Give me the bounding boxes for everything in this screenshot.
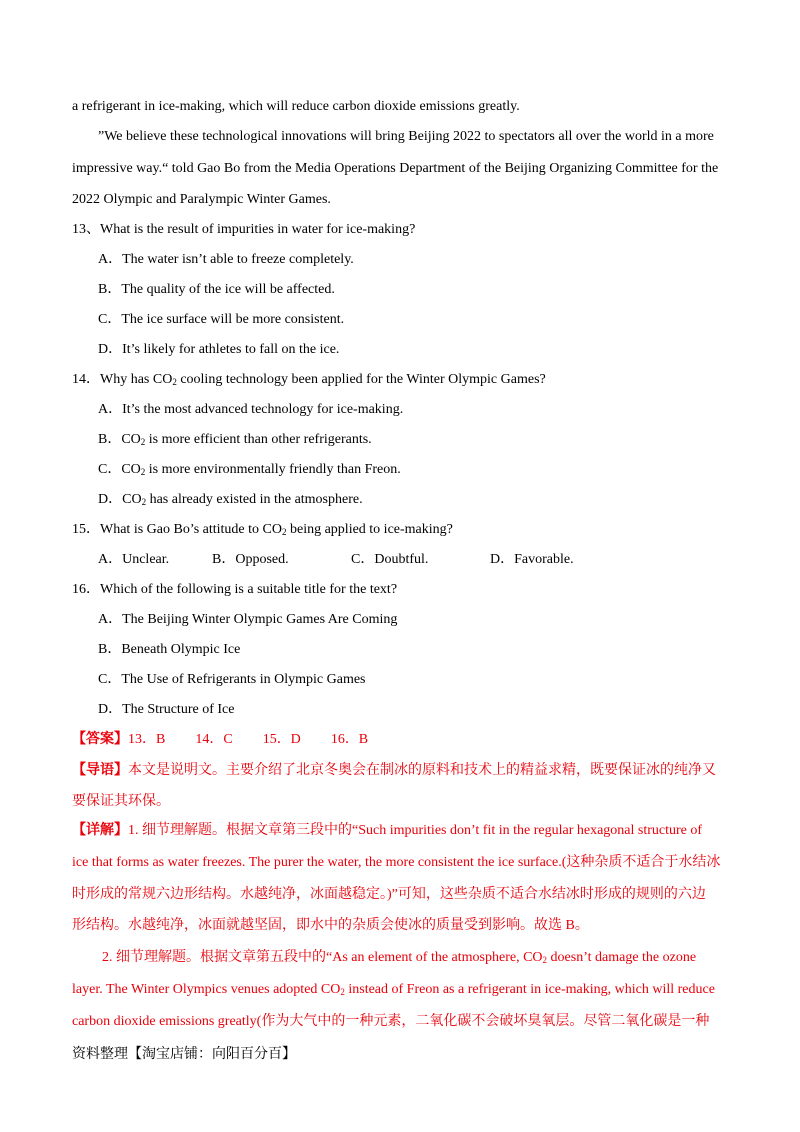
question-14-option-c: C．$CO_2$ is more environmentally friendly than Freon. (98, 462, 401, 477)
question-13-option-b: B．The quality of the ice will be affected. (98, 282, 335, 297)
detail-line-2: ice that forms as water freezes. The purer the water, the more consistent the ice surface.(这种杂质不适合于水结冰 (72, 855, 721, 870)
question-16-option-c: C．The Use of Refrigerants in Olympic Games (98, 672, 366, 687)
question-16-option-a: A．The Beijing Winter Olympic Games Are Coming (98, 612, 398, 627)
detail-line-4: 形结构。水越纯净，冰面就越坚固，即水中的杂质会使冰的质量受到影响。故选 B。 (72, 918, 589, 933)
guide-line-2: 要保证其环保。 (72, 794, 170, 809)
answer-14: 14．C (195, 732, 233, 747)
detail-line-3: 时形成的常规六边形结构。水越纯净，冰面越稳定。)”可知，这些杂质不适合水结冰时形成的规则的六边 (72, 887, 706, 902)
question-14-option-a: A．It’s the most advanced technology for ice-making. (98, 402, 404, 417)
question-13-option-a: A．The water isn’t able to freeze completely. (98, 252, 354, 267)
question-15-stem: 15．What is Gao Bo’s attitude to $CO_2$ being applied to ice-making? (72, 522, 453, 537)
detail-p2-line-1: 2. 细节理解题。根据文章第五段中的“As an element of the atmosphere, $CO_2$ doesn’t damage the ozone (102, 950, 697, 965)
footer-note: 资料整理【淘宝店铺：向阳百分百】 (72, 1047, 296, 1062)
answer-13: 13．B (128, 732, 166, 747)
answer-16: 16．B (330, 732, 369, 747)
answer-15: 15．D (262, 732, 301, 747)
question-16-option-d: D．The Structure of Ice (98, 702, 235, 717)
question-14-option-b: B．$CO_2$ is more efficient than other refrigerants. (98, 432, 372, 447)
question-13-stem: 13、What is the result of impurities in water for ice-making? (72, 222, 416, 237)
answer-line (72, 731, 368, 749)
guide-line-1: 【导语】本文是说明文。主要介绍了北京冬奥会在制冰的原料和技术上的精益求精，既要保证冰的纯净又 (72, 763, 716, 778)
question-13-option-d: D．It’s likely for athletes to fall on the ice. (98, 342, 340, 357)
question-15-option-d: D．Favorable. (490, 552, 574, 567)
detail-p2-line-2: layer. The Winter Olympics venues adopted $CO_2$ instead of Freon as a refrigerant in ice-making, which will reduce (72, 982, 715, 997)
question-14-stem: 14．Why has $CO_2$ cooling technology been applied for the Winter Olympic Games? (72, 372, 546, 387)
question-15-option-b: B．Opposed. (212, 552, 289, 567)
passage-line-2: ”We believe these technological innovations will bring Beijing 2022 to spectators all over the world in a more (98, 129, 714, 144)
passage-line-4: 2022 Olympic and Paralympic Winter Games. (72, 192, 331, 207)
question-16-option-b: B．Beneath Olympic Ice (98, 642, 241, 657)
question-14-option-d: D．$CO_2$ has already existed in the atmosphere. (98, 492, 363, 507)
detail-line-1: 【详解】1. 细节理解题。根据文章第三段中的“Such impurities don’t fit in the regular hexagonal structure of (72, 823, 703, 838)
question-13-option-c: C．The ice surface will be more consistent. (98, 312, 345, 327)
answer-label: 【答案】 (72, 732, 128, 747)
question-15-option-c: C．Doubtful. (351, 552, 429, 567)
question-16-stem: 16．Which of the following is a suitable title for the text? (72, 582, 398, 597)
passage-line-3: impressive way.“ told Gao Bo from the Media Operations Department of the Beijing Organizing Committee for the (72, 161, 719, 176)
passage-line-1: a refrigerant in ice-making, which will reduce carbon dioxide emissions greatly. (72, 99, 520, 114)
question-15-option-a: A．Unclear. (98, 552, 170, 567)
detail-p2-line-3: carbon dioxide emissions greatly(作为大气中的一种元素，二氧化碳不会破坏臭氧层。尽管二氧化碳是一种 (72, 1014, 710, 1029)
